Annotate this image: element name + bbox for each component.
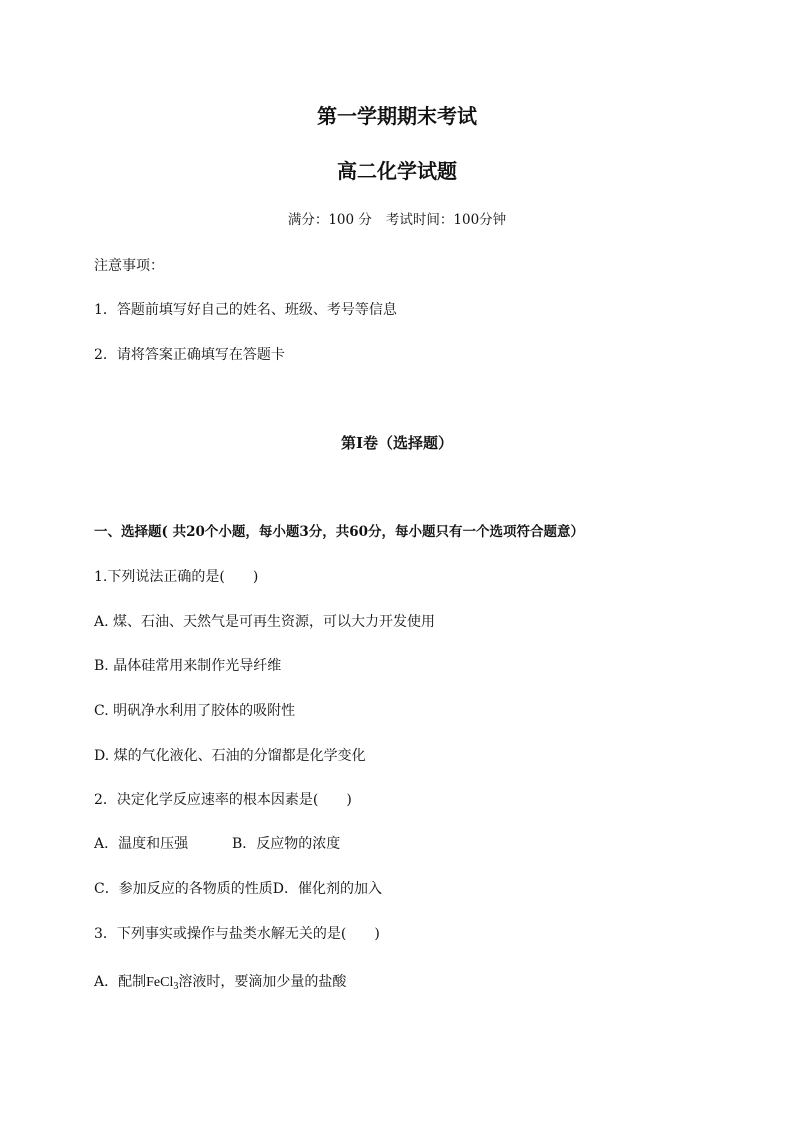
- question-1-option-b: B. 晶体硅常用来制作光导纤维: [94, 658, 282, 674]
- question-2-option-d: D．催化剂的加入: [272, 881, 382, 897]
- score-time-line: [0, 211, 794, 229]
- question-2-option-a: A．温度和压强: [94, 836, 189, 852]
- subject-title: 高二化学试题: [337, 159, 457, 183]
- question-1-option-c: C. 明矾净水利用了胶体的吸附性: [94, 703, 296, 719]
- notes-heading: 注意事项：: [94, 258, 164, 274]
- question-3-option-a-subscript: 3: [173, 981, 179, 992]
- note-item-2: 2．请将答案正确填写在答题卡: [94, 347, 285, 363]
- question-2-option-b: B．反应物的浓度: [232, 836, 341, 852]
- question-3-stem: 3．下列事实或操作与盐类水解无关的是( ): [94, 926, 380, 942]
- exam-title: 第一学期期末考试: [317, 104, 477, 128]
- question-3-option-a: [94, 973, 346, 992]
- full-score: 满分：100 分: [287, 212, 372, 228]
- question-2-options-row-2: [94, 880, 382, 898]
- question-3-option-a-suffix: 溶液时，要滴加少量的盐酸: [178, 974, 347, 990]
- note-item-1: 1．答题前填写好自己的姓名、班级、考号等信息: [94, 302, 397, 318]
- question-1-option-d: D. 煤的气化液化、石油的分馏都是化学变化: [94, 748, 366, 764]
- question-2-option-c: C．参加反应的各物质的性质: [94, 881, 273, 897]
- question-3-option-a-prefix: A．配制: [94, 974, 147, 990]
- question-1-option-a: A. 煤、石油、天然气是可再生资源，可以大力开发使用: [94, 614, 436, 630]
- question-3-option-a-formula: FeCl: [146, 975, 174, 990]
- exam-time: 考试时间：100分钟: [385, 212, 507, 228]
- question-1-stem: 1.下列说法正确的是( ): [94, 569, 259, 585]
- question-2-options-row-1: [94, 835, 340, 853]
- question-2-stem: 2．决定化学反应速率的根本因素是( ): [94, 792, 352, 808]
- section-heading: 一、选择题( 共20个小题，每小题3分，共60分，每小题只有一个选项符合题意）: [94, 524, 585, 540]
- volume-title: 第Ⅰ卷（选择题）: [340, 434, 454, 452]
